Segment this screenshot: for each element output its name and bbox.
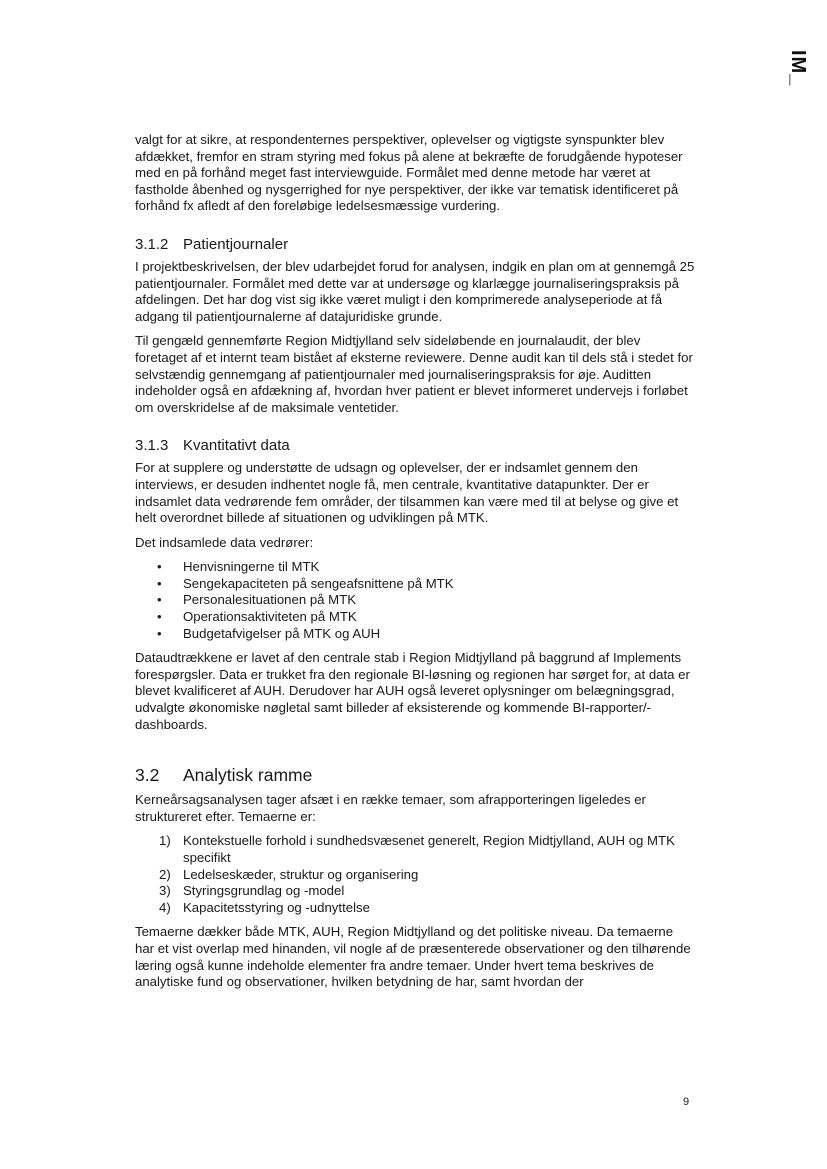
themes-list [135, 833, 695, 916]
paragraph: Dataudtrækkene er lavet af den centrale stab i Region Midtjylland på baggrund af Implements forespørgsler. Data er trukket fra den regionale BI-løsning og regionen har sørget for, at data er blevet kvalificeret af AUH. Derudover har AUH også leveret oplysninger om belægningsgrad, udvalgte økonomiske nøgletal samt billeder af eksisterende og kommende BI-rapporter/-dashboards. [135, 650, 690, 732]
paragraph: Til gengæld gennemførte Region Midtjylland selv sideløbende en journalaudit, der blev foretaget af et internt team bistået af eksterne reviewere. Denne audit kan til dels stå i stedet for selvstændig gennemgang af patientjournaler med journaliseringspraksis for øje. Auditten indeholder også en afdækning af, hvordan hver patient er blevet informeret undervejs i forløbet om overskridelse af de maksimale ventetider. [135, 333, 693, 415]
paragraph: For at supplere og understøtte de udsagn og oplevelser, der er indsamlet gennem den interviews, er desuden indhentet nogle få, men centrale, kvantitative datapunkter. Der er indsamlet data vedrørende fem områder, der tilsammen kan være med til at belyse og give et helt overordnet billede af situationen og udviklingen på MTK. [135, 460, 679, 526]
section-number: 3.1.3 [135, 437, 169, 455]
list-item-text: Kapacitetsstyring og -udnyttelse [183, 899, 370, 915]
section-312-heading [135, 236, 695, 254]
list-marker: 1) [159, 833, 171, 849]
list-item: • Budgetafvigelser på MTK og AUH [135, 626, 695, 643]
page-number: 9 [683, 1096, 690, 1108]
list-marker: 4) [159, 899, 171, 915]
section-number: 3.2 [135, 765, 160, 786]
paragraph: I projektbeskrivelsen, der blev udarbejdet forud for analysen, indgik en plan om at gennemgå 25 patientjournaler. Formålet med dette var at undersøge og klarlægge journaliseringspraksis på afdelingen. Det har dog vist sig ikke været muligt i den komprimerede analyseperiode at få adgang til patientjournalerne af datajuridiske grunde. [135, 258, 695, 324]
section-313-heading [135, 437, 695, 455]
list-marker: 3) [159, 883, 171, 899]
implement-logo [770, 46, 809, 94]
logo-text: IM_ [787, 50, 809, 87]
list-item: • Sengekapaciteten på sengeafsnittene på MTK [135, 576, 695, 593]
section-title: Patientjournaler [183, 235, 289, 253]
intro-paragraph: valgt for at sikre, at respondenternes perspektiver, oplevelser og vigtigste synspunkter blev afdækket, fremfor en stram styring med fokus på alene at bekræfte de forudgående hypoteser med en på forhånd meget fast interviewguide. Formålet med denne metode har været at fastholde åbenhed og nysgerrighed for nye perspektiver, der ikke var tematisk identificeret på forhånd fx afledt af den foreløbige ledelsesmæssige vurdering. [135, 132, 683, 214]
list-item-text: Kontekstuelle forhold i sundhedsvæsenet generelt, Region Midtjylland, AUH og MTK specifikt [183, 833, 675, 865]
section-number: 3.1.2 [135, 235, 169, 253]
list-item: • Operationsaktiviteten på MTK [135, 609, 695, 626]
list-marker: 2) [159, 866, 171, 882]
page-content [135, 132, 695, 999]
list-item: • Henvisningerne til MTK [135, 559, 695, 576]
list-item-text: Ledelseskæder, struktur og organisering [183, 866, 419, 882]
list-item [135, 833, 695, 866]
list-item [135, 867, 695, 884]
paragraph: Kerneårsagsanalysen tager afsæt i en række temaer, som afrapporteringen ligeledes er struktureret efter. Temaerne er: [135, 792, 646, 824]
list-item [135, 900, 695, 917]
data-bullet-list [135, 559, 695, 642]
paragraph: Det indsamlede data vedrører: [135, 534, 314, 550]
paragraph: Temaerne dækker både MTK, AUH, Region Midtjylland og det politiske niveau. Da temaerne har et vist overlap med hinanden, vil nogle af de præsenterede observationer og den tilhørende læring også kunne indeholde elementer fra andre temaer. Under hvert tema beskrives de analytiske fund og observationer, hvilken betydning de har, samt hvordan der [135, 924, 691, 990]
list-item [135, 883, 695, 900]
list-item-text: Styringsgrundlag og -model [183, 883, 345, 899]
section-32-heading [135, 765, 695, 786]
list-item: • Personalesituationen på MTK [135, 592, 695, 609]
section-title: Analytisk ramme [183, 765, 313, 786]
section-title: Kvantitativt data [183, 437, 290, 455]
